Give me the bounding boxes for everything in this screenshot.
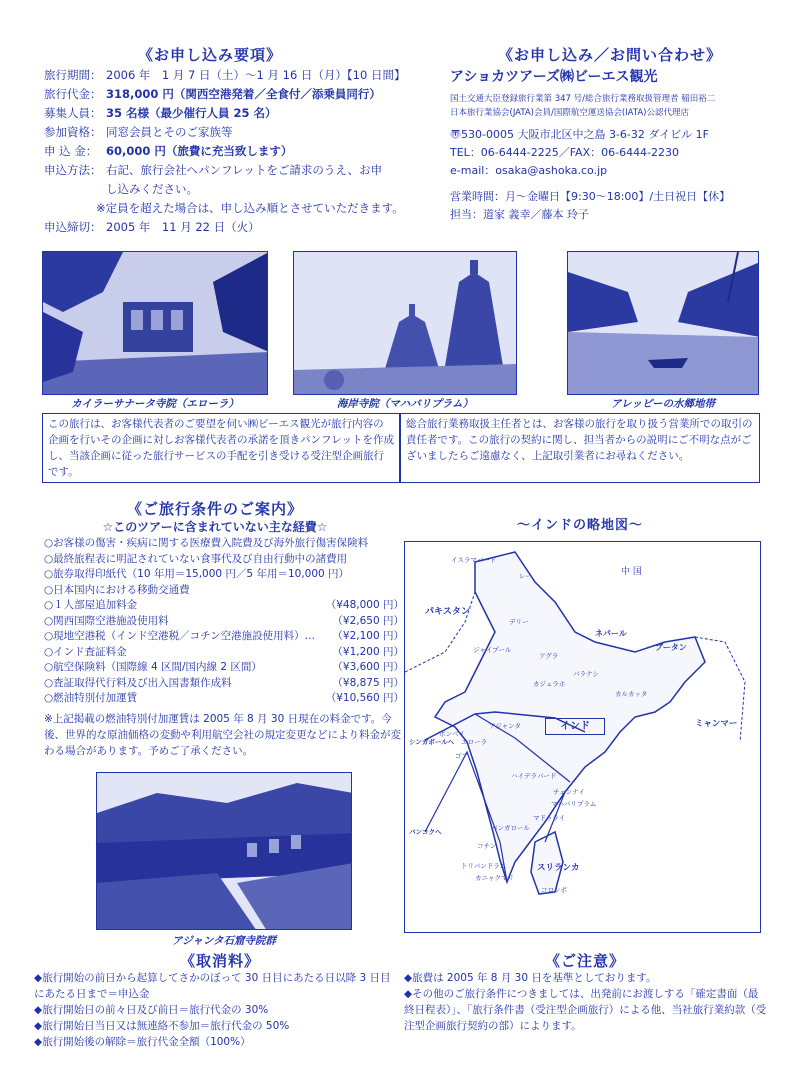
fuel-note: ※上記掲載の燃油特別付加運賃は 2005 年 8 月 30 日現在の料金です。今後、世界的な原油価格の変動や利用航空会社の規定変更などにより料金が変わる場合があります。予めご了承ください。 xyxy=(44,712,401,757)
ajanta-caves-image xyxy=(97,773,352,930)
map-city: バンコクへ xyxy=(409,828,442,836)
address: 〠530-0005 大阪市北区中之島 3-6-32 ダイビル 1F xyxy=(450,128,709,141)
notice-planned-tour: この旅行は、お客様代表者のご要望を伺い㈱ビーエス観光が旅行内容の企画を行いその企画に対しお客様代表者の承諾を頂きパンフレットを作成し、当該企画に従った旅行サービスの手配を引き受ける受注型企画旅行です。 xyxy=(42,413,400,483)
fee-row: ○インド査証料金 （¥1,200 円） xyxy=(44,645,404,658)
map-city: エローラ xyxy=(461,738,487,746)
fee-row: ○現地空港税（インド空港税／コチン空港施設使用料）… （¥2,100 円） xyxy=(44,630,404,642)
map-city: トリバンドラム xyxy=(461,862,507,870)
map-label-srilanka: スリランカ xyxy=(537,863,580,873)
detail-row: 旅行代金： 318,000 円（関西空港発着／全食付／添乗員同行） xyxy=(44,87,381,101)
caution-title: 《ご注意》 xyxy=(544,952,625,970)
staff: 担当：道家 義幸／藤本 玲子 xyxy=(450,208,589,221)
shore-temple-image xyxy=(294,252,517,395)
conditions-title: 《ご旅行条件のご案内》 xyxy=(126,500,303,518)
list-item: ◆旅行開始後の解除＝旅行代金全額（100%） xyxy=(34,1036,251,1048)
application-details xyxy=(44,66,424,237)
deadline-row: 申込締切： 2005 年 11 月 22 日（火） xyxy=(44,220,260,234)
caption-shore-temple: 海岸寺院（マハバリプラム） xyxy=(336,398,474,410)
list-item: ◆旅行開始の前日から起算してさかのぼって 30 日目にあたる日以降 3 日目にあたる日まで＝申込金 xyxy=(34,972,391,1000)
photo-ajanta-caves xyxy=(96,772,352,930)
rock-temple-image xyxy=(43,252,268,395)
map-city: ジャイプール xyxy=(473,646,512,654)
india-map xyxy=(404,541,761,933)
map-city: シンガポールへ xyxy=(409,738,455,746)
map-city: アグラ xyxy=(539,652,559,660)
map-label-pakistan: パキスタン xyxy=(425,607,470,617)
company-name: アショカツアーズ㈱ビーエス観光 xyxy=(450,69,658,85)
backwaters-image xyxy=(568,252,759,395)
detail-row-cont: し込みください。 xyxy=(106,182,198,196)
map-city: マドゥライ xyxy=(533,814,566,822)
excluded-costs-list xyxy=(44,536,404,759)
map-city: デリー xyxy=(509,618,529,626)
capacity-note: ※定員を超えた場合は、申し込み順とさせていただきます。 xyxy=(96,201,404,215)
phone-fax: TEL：06-6444-2225／FAX：06-6444-2230 xyxy=(450,146,680,159)
list-item: ◆旅費は 2005 年 8 月 30 日を基準としております。 xyxy=(404,972,657,984)
list-item: ◆旅行開始日当日又は無連絡不参加＝旅行代金の 50% xyxy=(34,1020,290,1032)
contact-title: 《お申し込み／お問い合わせ》 xyxy=(497,46,722,64)
map-label-india: インド xyxy=(545,718,605,735)
fee-row: ○関西国際空港施設使用料 （¥2,650 円） xyxy=(44,614,404,627)
map-city: カニャクマリ xyxy=(475,874,514,882)
map-title: ～インドの略地図～ xyxy=(516,518,643,533)
photo-alleppey-backwaters xyxy=(567,251,759,395)
map-label-myanmar: ミャンマー xyxy=(695,719,738,729)
photo-shore-temple xyxy=(293,251,517,395)
list-item: ◆旅行開始日の前々日及び前日＝旅行代金の 30% xyxy=(34,1004,269,1016)
list-item: ○最終旅程表に明記されていない食事代及び自由行動中の諸費用 xyxy=(44,552,348,565)
map-city: バラナシ xyxy=(573,670,599,678)
map-city: ボンベイ xyxy=(439,730,465,738)
map-city: アジャンタ xyxy=(489,722,521,730)
registration-2: 日本旅行業協会(JATA)会員/国際航空運送協会(IATA)公認代理店 xyxy=(450,108,689,118)
map-label-china: 中 国 xyxy=(621,567,642,577)
fee-row: ○航空保険料（国際線 4 区間/国内線 2 区間） （¥3,600 円） xyxy=(44,661,404,673)
conditions-subtitle: ☆このツアーに含まれていない主な経費☆ xyxy=(102,520,328,534)
list-item: ○お客様の傷害・疾病に関する医療費入院費及び海外旅行傷害保険料 xyxy=(44,537,369,549)
map-city: ゴア xyxy=(455,752,468,760)
list-item: ◆その他のご旅行条件につきましては、出発前にお渡しする「確定書面（最終日程表）」、「旅行条件書（受注型企画旅行）による他、当社旅行業約款（受注型企画旅行契約の部）によります。 xyxy=(404,988,767,1032)
map-city: コチン xyxy=(477,842,497,850)
list-item: ○旅券取得印紙代（10 年用＝15,000 円／5 年用＝10,000 円） xyxy=(44,568,350,580)
detail-row: 申 込 金： 60,000 円（旅費に充当致します） xyxy=(44,144,293,158)
caption-kailasanatha: カイラーサナータ寺院（エローラ） xyxy=(71,398,239,410)
detail-row: 参加資格： 同窓会員とそのご家族等 xyxy=(44,125,233,139)
fee-row: ○査証取得代行料及び出入国書類作成料 （¥8,875 円） xyxy=(44,676,404,689)
map-city: カジュラホ xyxy=(533,680,566,688)
map-city: チェンナイ xyxy=(553,788,585,796)
map-city: ハイデラバード xyxy=(511,772,557,780)
map-label-bhutan: ブータン xyxy=(655,643,687,652)
notice-travel-manager: 総合旅行業務取扱主任者とは、お客様の旅行を取り扱う営業所での取引の責任者です。この旅行の契約に関し、担当者からの説明にご不明な点がございましたらご遠慮なく、上記取引業者にお尋ねください。 xyxy=(400,413,760,483)
photo-kailasanatha-temple xyxy=(42,251,268,395)
map-city: コロンボ xyxy=(541,886,567,894)
registration-1: 国土交通大臣登録旅行業第 347 号/総合旅行業務取扱管理者 稲田裕二 xyxy=(450,94,716,104)
map-city: バンガロール xyxy=(491,824,530,832)
detail-row: 旅行期間： 2006 年 1 月 7 日（土）～1 月 16 日（月）【10 日間】 xyxy=(44,68,406,82)
caption-ajanta: アジャンタ石窟寺院群 xyxy=(172,935,276,947)
business-hours: 営業時間：月～金曜日【9:30～18:00】/土日祝日【休】 xyxy=(450,190,731,203)
application-title: 《お申し込み要項》 xyxy=(137,46,282,64)
detail-row: 募集人員： 35 名様（最少催行人員 25 名） xyxy=(44,106,277,120)
list-item: ○日本国内における移動交通費 xyxy=(44,583,190,596)
cancellation-list xyxy=(34,970,400,1050)
fee-row: ○１人部屋追加料金 （¥48,000 円） xyxy=(44,599,404,611)
map-city: カルカッタ xyxy=(615,690,648,698)
fee-row: ○燃油特別付加運賃 （¥10,560 円） xyxy=(44,692,404,704)
cancellation-title: 《取消料》 xyxy=(179,952,260,970)
map-city: イスラマバード xyxy=(451,556,497,564)
map-city: レー xyxy=(519,572,532,580)
map-city: マハバリプラム xyxy=(551,800,597,808)
contact-block xyxy=(450,66,790,224)
email: e-mail：osaka@ashoka.co.jp xyxy=(450,164,608,177)
caution-list xyxy=(404,970,768,1034)
map-label-nepal: ネパール xyxy=(595,629,627,638)
detail-row: 申込方法： 右記、旅行会社へパンフレットをご請求のうえ、お申 xyxy=(44,163,383,177)
caption-alleppey: アレッピーの水郷地帯 xyxy=(610,398,716,410)
